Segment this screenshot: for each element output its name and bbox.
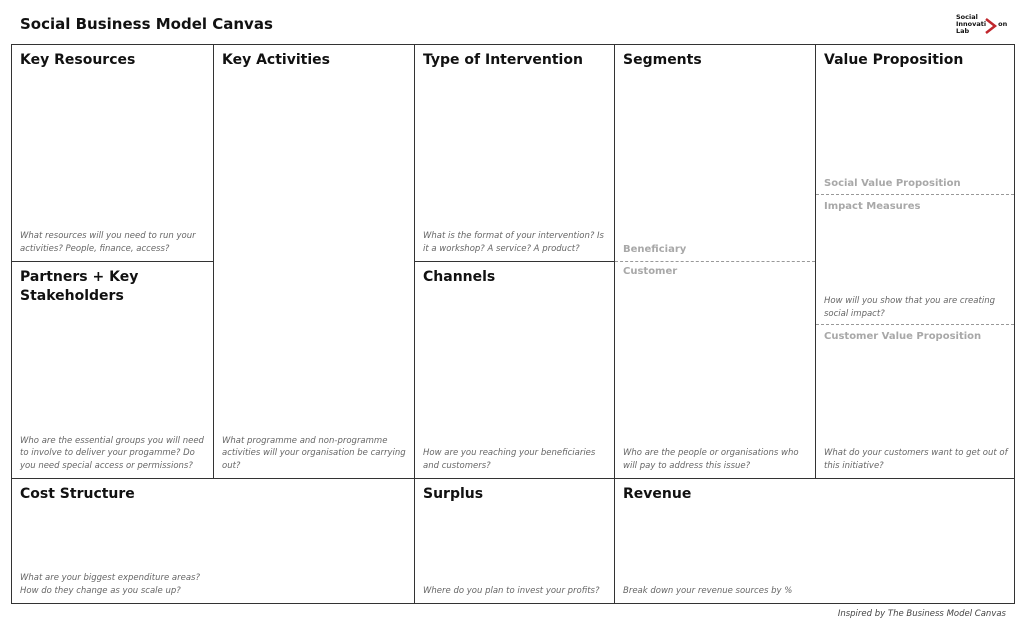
arrow-icon <box>984 18 998 34</box>
cell-heading: Channels <box>423 269 496 285</box>
value-divider-1 <box>816 194 1014 195</box>
cell-heading: Revenue <box>623 486 692 502</box>
cell-prompt: What resources will you need to run your activities? People, finance, access? <box>20 231 196 254</box>
impact-prompt: How will you show that you are creating social impact? <box>824 296 995 319</box>
cell-prompt: Who are the essential groups you will need to involve to deliver your progamme? Do you need special access or permissions? <box>20 435 204 471</box>
cell-prompt: Where do you plan to invest your profits? <box>423 585 600 596</box>
logo-text <box>956 14 1007 35</box>
cell-segments <box>615 45 816 479</box>
social-value-proposition-label: Social Value Proposition <box>824 178 961 189</box>
cell-heading: Key Activities <box>222 52 330 68</box>
cell-prompt: What do your customers want to get out of this initiative? <box>824 448 1008 471</box>
customer-value-proposition-label: Customer Value Proposition <box>824 331 982 342</box>
logo-line-2a: Innovati <box>956 20 987 28</box>
value-divider-2 <box>816 324 1014 325</box>
cell-value-proposition <box>816 45 1014 479</box>
cell-type-of-intervention <box>415 45 615 262</box>
beneficiary-label: Beneficiary <box>623 244 687 255</box>
logo-line-2b: on <box>998 20 1008 28</box>
cell-heading: Key Resources <box>20 52 136 68</box>
cell-heading: Partners + Key Stakeholders <box>20 269 139 304</box>
customer-label: Customer <box>623 266 678 277</box>
cell-prompt: What programme and non-programme activities will your organisation be carrying out? <box>222 435 406 471</box>
cell-key-activities <box>214 45 415 479</box>
cell-heading: Value Proposition <box>824 52 964 68</box>
cell-prompt: Who are the people or organisations who will pay to address this issue? <box>623 448 799 471</box>
cell-prompt: What are your biggest expenditure areas? How do they change as you scale up? <box>20 573 200 596</box>
logo <box>956 14 1012 40</box>
segments-divider <box>615 261 815 262</box>
cell-surplus <box>415 479 615 603</box>
cell-heading: Segments <box>623 52 702 68</box>
cell-prompt: How are you reaching your beneficiaries and customers? <box>423 448 596 471</box>
cell-partners <box>12 262 214 479</box>
footer-credit: Inspired by The Business Model Canvas <box>837 609 1006 619</box>
page-title: Social Business Model Canvas <box>20 15 273 33</box>
impact-measures-label: Impact Measures <box>824 201 921 212</box>
cell-heading: Type of Intervention <box>423 52 583 68</box>
cell-cost-structure <box>12 479 415 603</box>
cell-prompt: What is the format of your intervention? Is it a workshop? A service? A product? <box>423 231 604 254</box>
cell-revenue <box>615 479 1014 603</box>
cell-prompt: Break down your revenue sources by % <box>623 585 793 596</box>
logo-line-3: Lab <box>956 27 970 35</box>
cell-heading: Cost Structure <box>20 486 135 502</box>
canvas-grid <box>11 44 1015 604</box>
logo-line-1: Social <box>956 13 978 21</box>
cell-heading: Surplus <box>423 486 484 502</box>
cell-key-resources <box>12 45 214 262</box>
cell-channels <box>415 262 615 479</box>
